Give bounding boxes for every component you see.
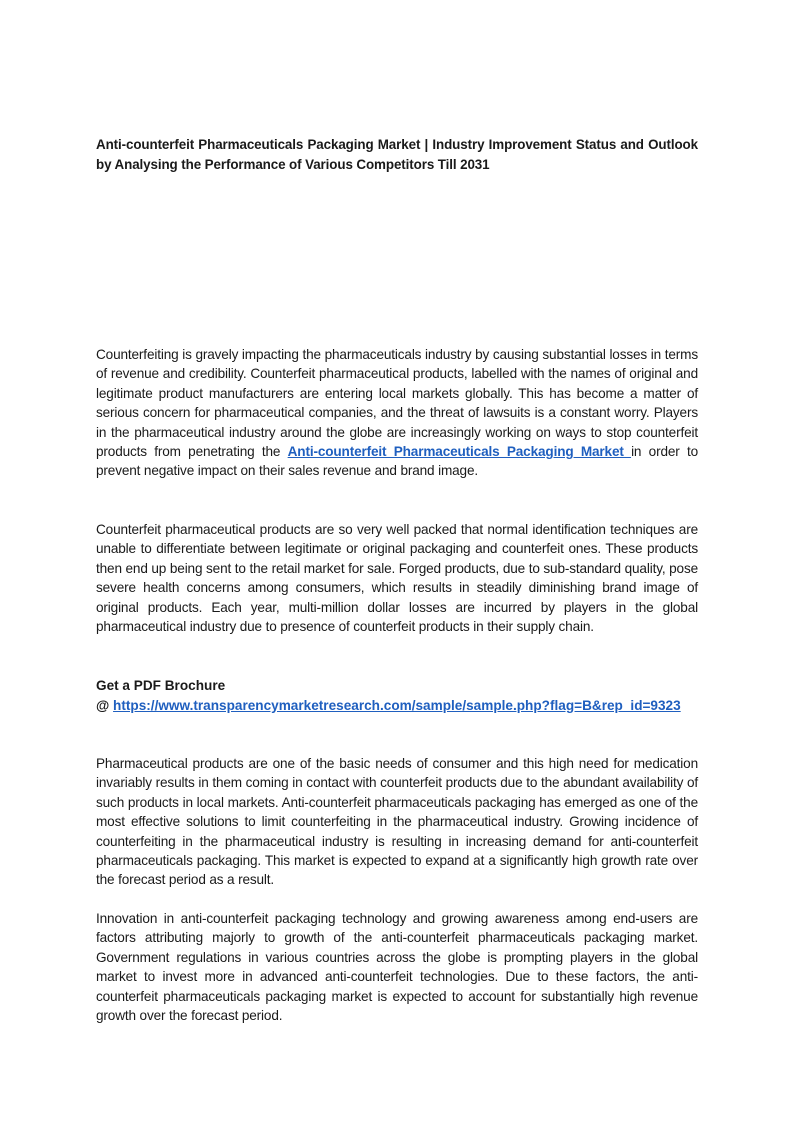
paragraph-2: Counterfeit pharmaceutical products are so very well packed that normal identification techniques are unable to differentiate between legitimate or original packaging and counterfeit ones. These products then end up being sent to the retail market for sale. Forged products, due to sub-standard quality, pose severe health concerns among consumers, which results in steadily diminishing brand image of original products. Each year, multi-million dollar losses are incurred by players in the global pharmaceutical industry due to presence of counterfeit products in their supply chain. [96, 522, 698, 635]
paragraph-1-text-before: Counterfeiting is gravely impacting the pharmaceuticals industry by causing substantial losses in terms of revenue and credibility. Counterfeit pharmaceutical products, labelled with the names of original and legitimate product manufacturers are entering local markets globally. This has become a matter of serious concern for pharmaceutical companies, and the threat of lawsuits is a constant worry. Players in the pharmaceutical industry around the globe are increasingly working on ways to stop counterfeit products from penetrating the [96, 347, 698, 460]
paragraph-1-text-after: in order to prevent negative impact on their sales revenue and brand image. [96, 444, 698, 479]
brochure-section [96, 676, 698, 715]
brochure-label: Get a PDF Brochure [96, 678, 226, 693]
paragraph-4: Innovation in anti-counterfeit packaging technology and growing awareness among end-users are factors attributing majorly to growth of the anti-counterfeit pharmaceuticals packaging market. Government regulations in various countries across the globe is prompting players in the global market to invest more in advanced anti-counterfeit technologies. Due to these factors, the anti-counterfeit pharmaceuticals packaging market is expected to account for substantially high revenue growth over the forecast period. [96, 911, 698, 1024]
paragraph-1 [96, 345, 698, 481]
brochure-link[interactable]: https://www.transparencymarketresearch.com/sample/sample.php?flag=B&rep_id=9323 [113, 697, 681, 713]
market-report-link[interactable]: Anti-counterfeit Pharmaceuticals Packaging Market [287, 444, 632, 460]
brochure-at-prefix: @ [96, 697, 114, 713]
document-title: Anti-counterfeit Pharmaceuticals Packaging Market | Industry Improvement Status and Outlook by Analysing the Performance of Various Competitors Till 2031 [96, 137, 698, 172]
paragraph-3: Pharmaceutical products are one of the basic needs of consumer and this high need for medication invariably results in them coming in contact with counterfeit products due to the abundant availability of such products in local markets. Anti-counterfeit pharmaceuticals packaging has emerged as one of the most effective solutions to limit counterfeiting in the pharmaceutical industry. Growing incidence of counterfeiting in the pharmaceutical industry is resulting in increasing demand for anti-counterfeit pharmaceuticals packaging. This market is expected to expand at a significantly high growth rate over the forecast period as a result. [96, 756, 698, 888]
